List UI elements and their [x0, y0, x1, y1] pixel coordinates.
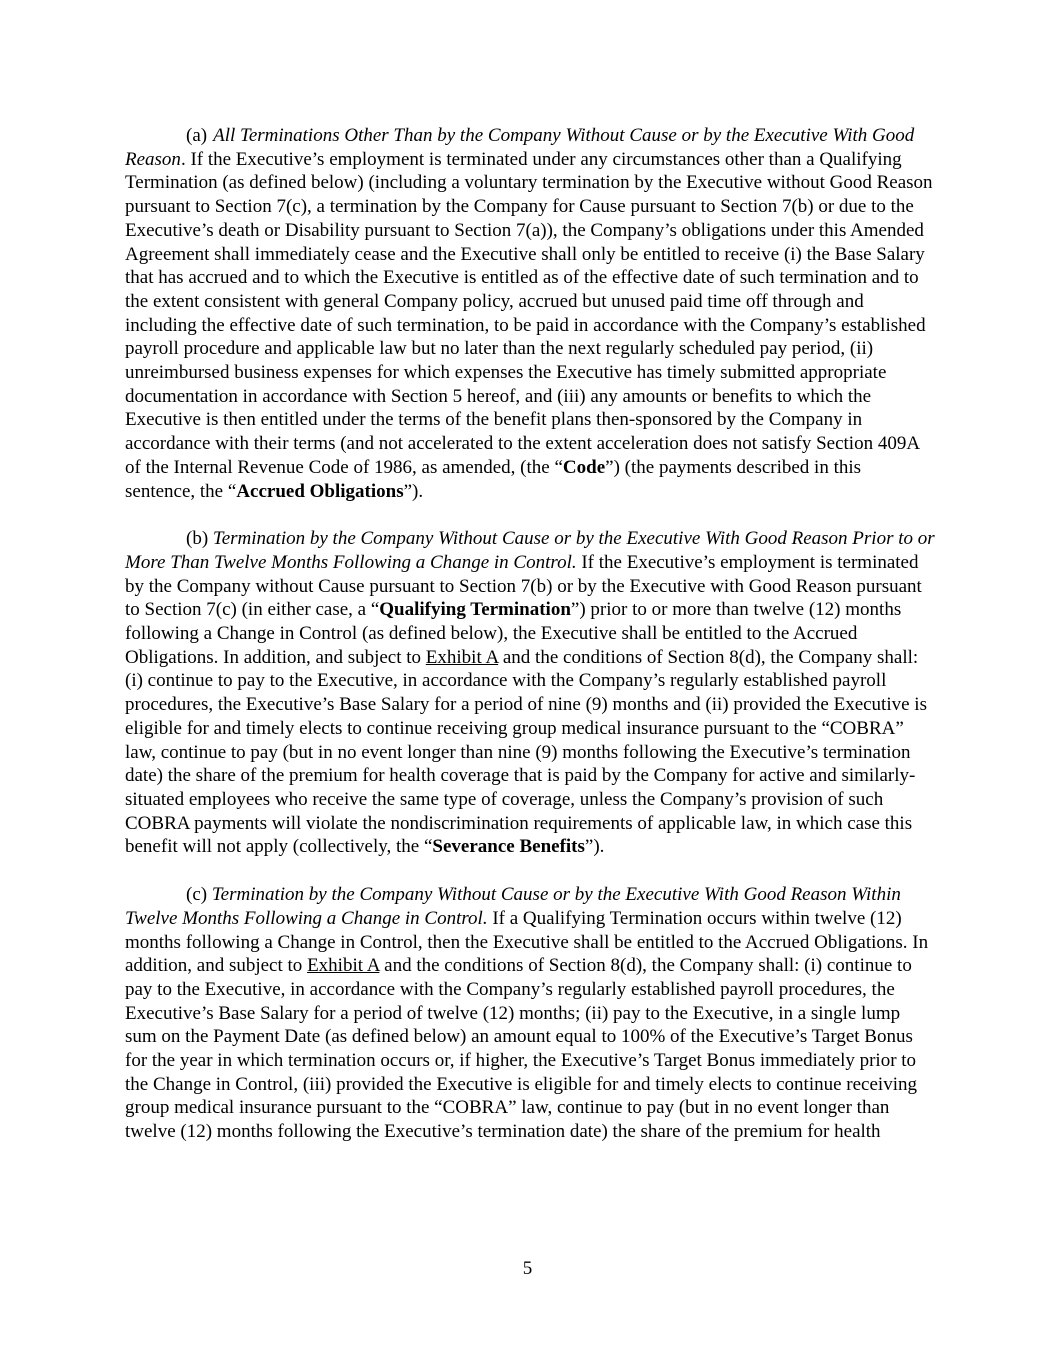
page-number: 5 [522, 1258, 533, 1279]
paragraph-b-heading: Termination by the Company Without Cause or by the Executive With Good Reason Prior to or More Than Twelve Months Following a Change in Control. [125, 528, 935, 573]
paragraph-a [125, 124, 935, 503]
defined-term-accrued-obligations: Accrued Obligations [236, 480, 404, 502]
paragraph-b-text-2: ”) prior to or more than twelve (12) months following a Change in Control (as defined below), the Executive shall be entitled to the Accrued Obligations. In addition, and subject to [125, 599, 902, 668]
paragraph-b-text-1: If the Executive’s employment is terminated by the Company without Cause pursuant to Section 7(b) or by the Executive with Good Reason pursuant to Section 7(c) (in either case, a “ [125, 551, 922, 621]
paragraph-b-label: (b) [186, 528, 209, 550]
paragraph-a-text-1: . If the Executive’s employment is terminated under any circumstances other than a Qualifying Termination (as defined below) (including a voluntary termination by the Executive without Good Reason pursuant to Section 7(c), a termination by the Company for Cause pursuant to Section 7(b) or due to the Executive’s death or Disability pursuant to Section 7(a)), the Company’s obligations under this Amended Agreement shall immediately cease and the Executive shall only be entitled to receive (i) the Base Salary that has accrued and to which the Executive is entitled as of the effective date of such termination and to the extent consistent with general Company policy, accrued but unused paid time off through and including the effective date of such termination, to be paid in accordance with the Company’s established payroll procedure and applicable law but no later than the next regularly scheduled pay period, (ii) unreimbursed business expenses for which expenses the Executive has timely submitted appropriate documentation in accordance with Section 5 hereof, and (iii) any amounts or benefits to which the Executive is then entitled under the terms of the benefit plans then-sponsored by the Company in accordance with their terms (and not accelerated to the extent acceleration does not satisfy Section 409A of the Internal Revenue Code of 1986, as amended, (the “ [125, 148, 933, 478]
paragraph-b-text-4: ”). [584, 836, 605, 858]
paragraph-c-heading: Termination by the Company Without Cause or by the Executive With Good Reason Within Twelve Months Following a Change in Control. [125, 884, 901, 929]
paragraph-b-text-3: and the conditions of Section 8(d), the Company shall: (i) continue to pay to the Executive, in accordance with the Company’s regularly established payroll procedures, the Executive’s Base Salary for a period of nine (9) months and (ii) provided the Executive is eligible for and timely elects to continue receiving group medical insurance pursuant to the “COBRA” law, continue to pay (but in no event longer than nine (9) months following the Executive’s termination date) the share of the premium for health coverage that is paid by the Company for active and similarly-situated employees who receive the same type of coverage, unless the Company’s provision of such COBRA payments will violate the nondiscrimination requirements of applicable law, in which case this benefit will not apply (collectively, the “ [125, 646, 927, 858]
paragraph-c-label: (c) [186, 884, 208, 906]
document-page [125, 124, 935, 1168]
paragraph-a-heading: All Terminations Other Than by the Company Without Cause or by the Executive With Good Reason [125, 125, 915, 170]
paragraph-a-text-3: ”). [403, 480, 424, 502]
defined-term-qualifying-termination: Qualifying Termination [379, 599, 571, 621]
paragraph-a-text-2: ”) (the payments described in this sentence, the “ [125, 456, 862, 502]
defined-term-code: Code [562, 456, 606, 478]
paragraph-a-label: (a) [186, 125, 208, 146]
exhibit-a-reference-2: Exhibit A [307, 955, 380, 977]
paragraph-c [125, 883, 935, 1144]
exhibit-a-reference: Exhibit A [425, 646, 499, 668]
paragraph-c-text-2: and the conditions of Section 8(d), the Company shall: (i) continue to pay to the Executive, in accordance with the Company’s regularly established payroll procedures, the Executive’s Base Salary for a period of twelve (12) months; (ii) pay to the Executive, in a single lump sum on the Payment Date (as defined below) an amount equal to 100% of the Executive’s Target Bonus for the year in which termination occurs or, if higher, the Executive’s Target Bonus immediately prior to the Change in Control, (iii) provided the Executive is eligible for and timely elects to continue receiving group medical insurance pursuant to the “COBRA” law, continue to pay (but in no event longer than twelve (12) months following the Executive’s termination date) the share of the premium for health [125, 955, 917, 1143]
paragraph-c-text-1: If a Qualifying Termination occurs within twelve (12) months following a Change in Control, then the Executive shall be entitled to the Accrued Obligations. In addition, and subject to [125, 907, 929, 977]
defined-term-severance-benefits: Severance Benefits [432, 836, 585, 858]
paragraph-b [125, 527, 935, 859]
